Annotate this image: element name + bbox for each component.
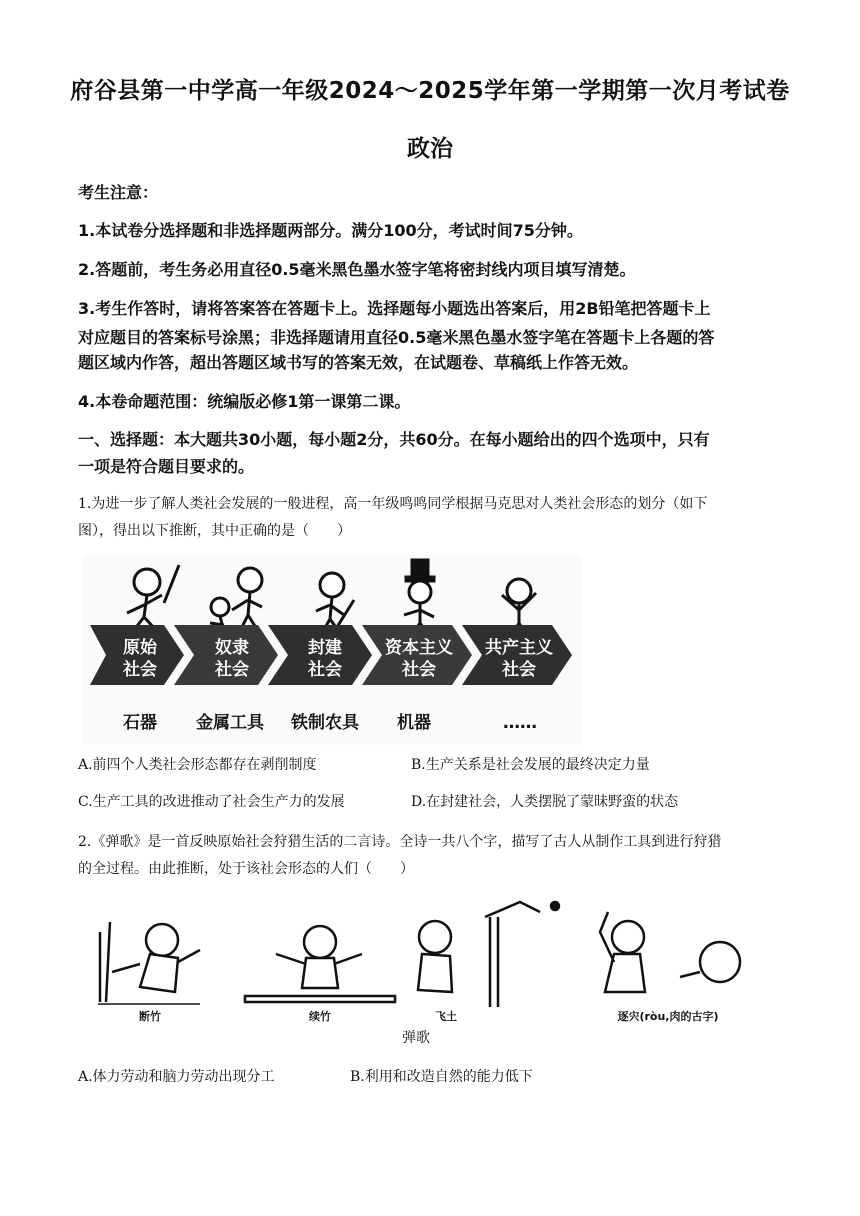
tool-label-1: 石器 bbox=[123, 713, 157, 733]
joining-bamboo-illustration bbox=[245, 926, 395, 1002]
question-1-stem-line-1: 1.为进一步了解人类社会发展的一般进程，高一年级鸣鸣同学根据马克思对人类社会形态的划分（如下 bbox=[78, 496, 708, 512]
question-2-option-a: A.体力劳动和脑力劳动出现分工 bbox=[78, 1069, 275, 1085]
notice-item-3-line-2: 对应题目的答案标号涂黑；非选择题请用直径0.5毫米黑色墨水签字笔在答题卡上各题的答 bbox=[78, 328, 715, 347]
notice-item-4: 4.本卷命题范围：统编版必修1第一课第二课。 bbox=[78, 392, 411, 411]
section-1-heading-line-1: 一、选择题：本大题共30小题，每小题2分，共60分。在每小题给出的四个选项中，只有 bbox=[78, 430, 710, 449]
notice-item-2: 2.答题前，考生务必用直径0.5毫米黑色墨水签字笔将密封线内项目填写清楚。 bbox=[78, 260, 636, 279]
subject-title: 政治 bbox=[407, 136, 453, 162]
question-2-option-b: B.利用和改造自然的能力低下 bbox=[350, 1069, 533, 1085]
tan-ge-caption-1: 断竹 bbox=[139, 1010, 161, 1023]
tan-ge-caption-3: 飞土 bbox=[435, 1010, 457, 1023]
question-1-option-a: A.前四个人类社会形态都存在剥削制度 bbox=[78, 757, 317, 773]
stage-label-3-line-1: 封建 bbox=[308, 638, 342, 658]
cutting-bamboo-illustration bbox=[98, 922, 200, 1004]
stage-label-1-line-1: 原始 bbox=[123, 638, 157, 658]
notice-item-3-line-1: 3.考生作答时，请将答案答在答题卡上。选择题每小题选出答案后，用2B铅笔把答题卡上 bbox=[78, 299, 711, 318]
question-2-stem-line-2: 的全过程。由此推断，处于该社会形态的人们（ ） bbox=[78, 861, 414, 877]
social-forms-figure bbox=[82, 555, 582, 745]
tool-label-2: 金属工具 bbox=[196, 713, 264, 733]
tool-label-3: 铁制农具 bbox=[291, 713, 359, 733]
stage-label-5-line-2: 社会 bbox=[502, 660, 536, 680]
stage-label-2-line-2: 社会 bbox=[215, 660, 249, 680]
tool-label-4: 机器 bbox=[397, 713, 431, 733]
question-1-option-b: B.生产关系是社会发展的最终决定力量 bbox=[411, 757, 650, 773]
question-2-stem-line-1: 2.《弹歌》是一首反映原始社会狩猎生活的二言诗。全诗一共八个字，描写了古人从制作工具到进行狩猎 bbox=[78, 834, 722, 850]
stage-label-2-line-1: 奴隶 bbox=[215, 638, 249, 658]
tan-ge-caption-2: 续竹 bbox=[309, 1010, 331, 1023]
stage-label-4-line-2: 社会 bbox=[402, 660, 436, 680]
notice-item-1: 1.本试卷分选择题和非选择题两部分。满分100分，考试时间75分钟。 bbox=[78, 221, 583, 240]
stage-label-3-line-2: 社会 bbox=[308, 660, 342, 680]
tool-label-5: …… bbox=[503, 713, 537, 733]
stage-label-1-line-2: 社会 bbox=[123, 660, 157, 680]
chasing-meat-illustration bbox=[600, 912, 740, 992]
notice-heading: 考生注意： bbox=[78, 183, 159, 202]
question-1-option-c: C.生产工具的改进推动了社会生产力的发展 bbox=[78, 794, 345, 810]
stage-label-5-line-1: 共产主义 bbox=[485, 638, 553, 658]
tan-ge-figure-title: 弹歌 bbox=[402, 1030, 430, 1046]
flying-soil-illustration bbox=[418, 902, 559, 1007]
tan-ge-caption-4: 逐宍(ròu,肉的古字) bbox=[617, 1010, 719, 1023]
question-1-option-d: D.在封建社会，人类摆脱了蒙昧野蛮的状态 bbox=[411, 794, 679, 810]
exam-title: 府谷县第一中学高一年级2024～2025学年第一学期第一次月考试卷 bbox=[70, 78, 790, 104]
tan-ge-figure bbox=[80, 892, 750, 1052]
section-1-heading-line-2: 一项是符合题目要求的。 bbox=[78, 457, 255, 476]
stage-label-4-line-1: 资本主义 bbox=[385, 638, 453, 658]
question-1-stem-line-2: 图），得出以下推断，其中正确的是（ ） bbox=[78, 523, 351, 539]
notice-item-3-line-3: 题区域内作答，超出答题区域书写的答案无效，在试题卷、草稿纸上作答无效。 bbox=[78, 353, 639, 372]
